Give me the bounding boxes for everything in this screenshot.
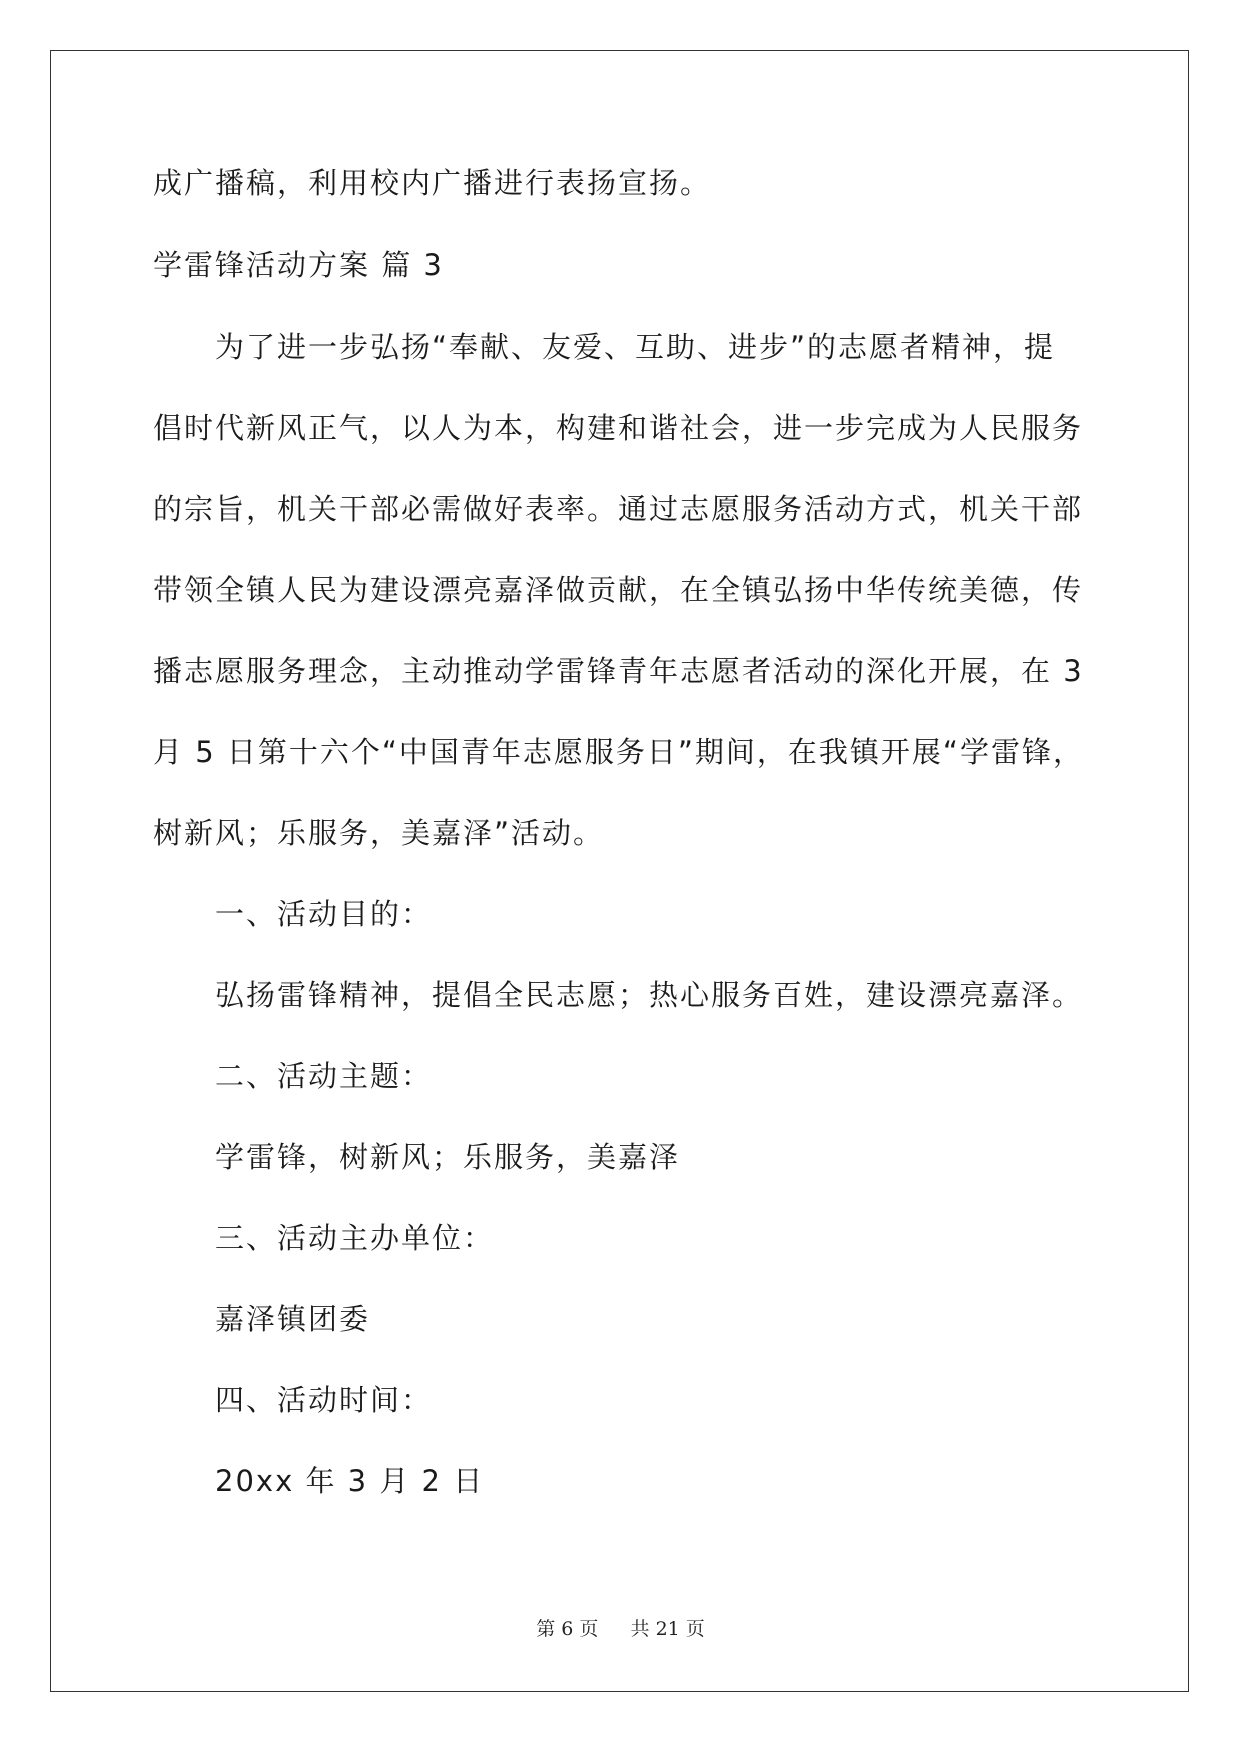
paragraph-line: 弘扬雷锋精神，提倡全民志愿；热心服务百姓，建设漂亮嘉泽。 — [215, 978, 1084, 1012]
list-heading: 二、活动主题： — [215, 1059, 433, 1093]
page-border — [50, 50, 1189, 1692]
paragraph-line: 为了进一步弘扬“奉献、友爱、互助、进步”的志愿者精神，提 — [215, 330, 1056, 364]
list-heading: 三、活动主办单位： — [215, 1221, 495, 1255]
list-heading: 四、活动时间： — [215, 1383, 433, 1417]
page-total: 共 21 页 — [630, 1618, 705, 1640]
paragraph-line: 播志愿服务理念，主动推动学雷锋青年志愿者活动的深化开展，在 3 — [153, 654, 1084, 688]
paragraph-line: 月 5 日第十六个“中国青年志愿服务日”期间，在我镇开展“学雷锋， — [153, 735, 1084, 769]
section-heading: 学雷锋活动方案 篇 3 — [153, 248, 444, 282]
paragraph-line: 树新风；乐服务，美嘉泽”活动。 — [153, 816, 605, 850]
paragraph-line: 20xx 年 3 月 2 日 — [215, 1464, 485, 1498]
paragraph-line: 倡时代新风正气，以人为本，构建和谐社会，进一步完成为人民服务 — [153, 411, 1084, 445]
page-number: 第 6 页 — [536, 1618, 599, 1640]
list-heading: 一、活动目的： — [215, 897, 433, 931]
paragraph-line: 学雷锋，树新风；乐服务，美嘉泽 — [215, 1140, 681, 1174]
paragraph-line: 带领全镇人民为建设漂亮嘉泽做贡献，在全镇弘扬中华传统美德，传 — [153, 573, 1084, 607]
paragraph-line: 的宗旨，机关干部必需做好表率。通过志愿服务活动方式，机关干部 — [153, 492, 1084, 526]
paragraph-line: 成广播稿，利用校内广播进行表扬宣扬。 — [153, 166, 712, 200]
paragraph-line: 嘉泽镇团委 — [215, 1302, 371, 1336]
page-footer — [0, 1614, 1241, 1641]
